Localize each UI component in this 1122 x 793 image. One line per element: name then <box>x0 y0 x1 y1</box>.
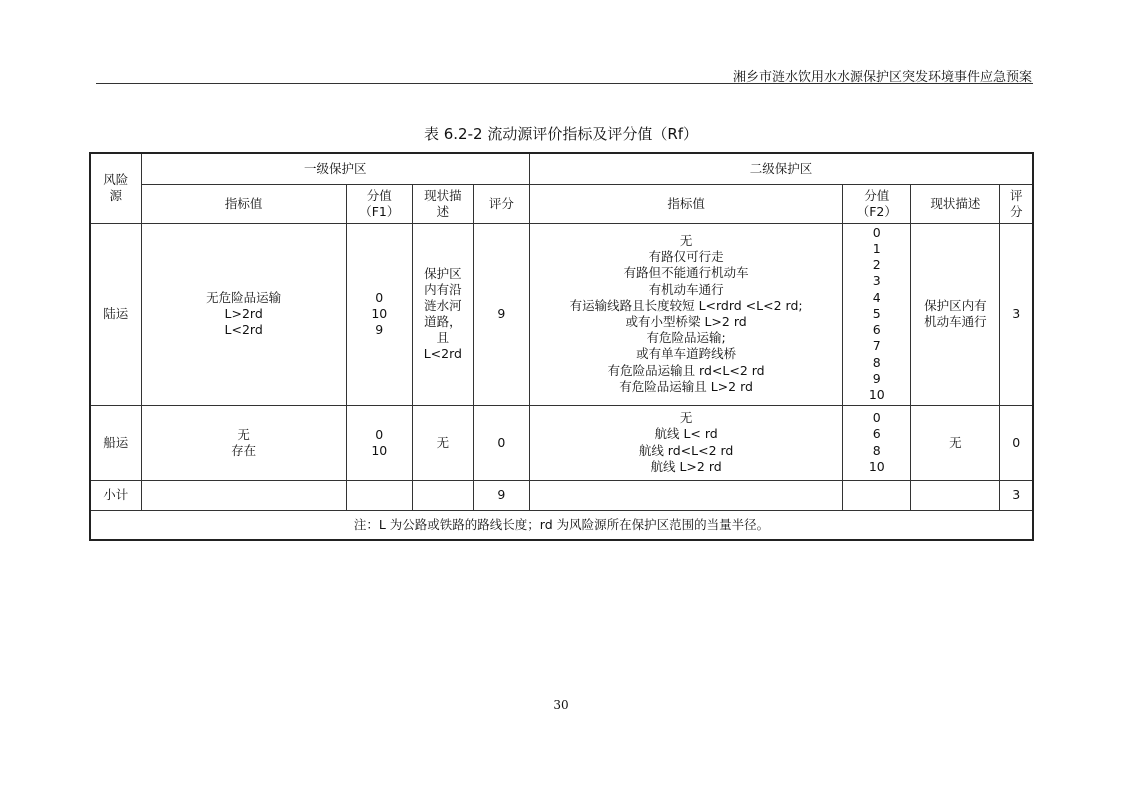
land-z2-scores: 0 1 2 3 4 5 6 7 8 9 10 <box>843 223 911 405</box>
ship-z2-rating: 0 <box>1000 405 1033 480</box>
header-indicator2: 指标值 <box>529 184 842 223</box>
header-indicator: 指标值 <box>141 184 346 223</box>
header-zone1: 一级保护区 <box>141 153 529 184</box>
ship-z1-indicators: 无 存在 <box>141 405 346 480</box>
land-z1-scores: 0 10 9 <box>346 223 412 405</box>
land-z1-status: 保护区 内有沿 涟水河 道路， 且 L<2rd <box>412 223 473 405</box>
header-risk-source: 风险源 <box>90 153 141 223</box>
header-score-f1: 分值 （F1） <box>346 184 412 223</box>
row-label-land: 陆运 <box>90 223 141 405</box>
land-z1-indicators: 无危险品运输 L>2rd L<2rd <box>141 223 346 405</box>
table-row-subtotal <box>90 480 1033 510</box>
subtotal-empty-cell <box>843 480 911 510</box>
ship-z1-rating: 0 <box>473 405 529 480</box>
ship-z1-scores: 0 10 <box>346 405 412 480</box>
ship-z2-indicators: 无 航线 L< rd 航线 rd<L<2 rd 航线 L>2 rd <box>529 405 842 480</box>
header-rating2: 评 分 <box>1000 184 1033 223</box>
table-row-ship <box>90 405 1033 480</box>
land-z2-status: 保护区内有 机动车通行 <box>911 223 1000 405</box>
subtotal-z2-rating: 3 <box>1000 480 1033 510</box>
subtotal-empty-cell <box>412 480 473 510</box>
ship-z2-scores: 0 6 8 10 <box>843 405 911 480</box>
header-status-desc2: 现状描述 <box>911 184 1000 223</box>
page-number: 30 <box>553 698 569 712</box>
header-status-desc1: 现状描 述 <box>412 184 473 223</box>
header-row-1 <box>90 153 1033 184</box>
table-row-note <box>90 510 1033 540</box>
table-note: 注：L 为公路或铁路的路线长度；rd 为风险源所在保护区范围的当量半径。 <box>90 510 1033 540</box>
row-label-ship: 船运 <box>90 405 141 480</box>
subtotal-z1-rating: 9 <box>473 480 529 510</box>
header-row-2 <box>90 184 1033 223</box>
ship-z2-status: 无 <box>911 405 1000 480</box>
table-caption: 表 6.2-2 流动源评价指标及评分值（Rf） <box>423 125 699 143</box>
subtotal-empty-cell <box>529 480 842 510</box>
table-row-land <box>90 223 1033 405</box>
ship-z1-status: 无 <box>412 405 473 480</box>
land-z1-rating: 9 <box>473 223 529 405</box>
row-label-subtotal: 小计 <box>90 480 141 510</box>
evaluation-table <box>89 152 1034 541</box>
subtotal-empty-cell <box>141 480 346 510</box>
land-z2-rating: 3 <box>1000 223 1033 405</box>
header-rating: 评分 <box>473 184 529 223</box>
land-z2-indicators: 无 有路仅可行走 有路但不能通行机动车 有机动车通行 有运输线路且长度较短 L<rdrd <L<2 rd; 或有小型桥梁 L>2 rd 有危险品运输; 或有单车道跨线桥 有危险品运输且 rd<L<2 rd 有危险品运输且 L>2 rd <box>529 223 842 405</box>
document-header-title: 湘乡市涟水饮用水水源保护区突发环境事件应急预案 <box>732 70 1032 85</box>
header-rule <box>96 83 1033 84</box>
header-score-f2: 分值 （F2） <box>843 184 911 223</box>
subtotal-empty-cell <box>911 480 1000 510</box>
header-zone2: 二级保护区 <box>529 153 1033 184</box>
subtotal-empty-cell <box>346 480 412 510</box>
